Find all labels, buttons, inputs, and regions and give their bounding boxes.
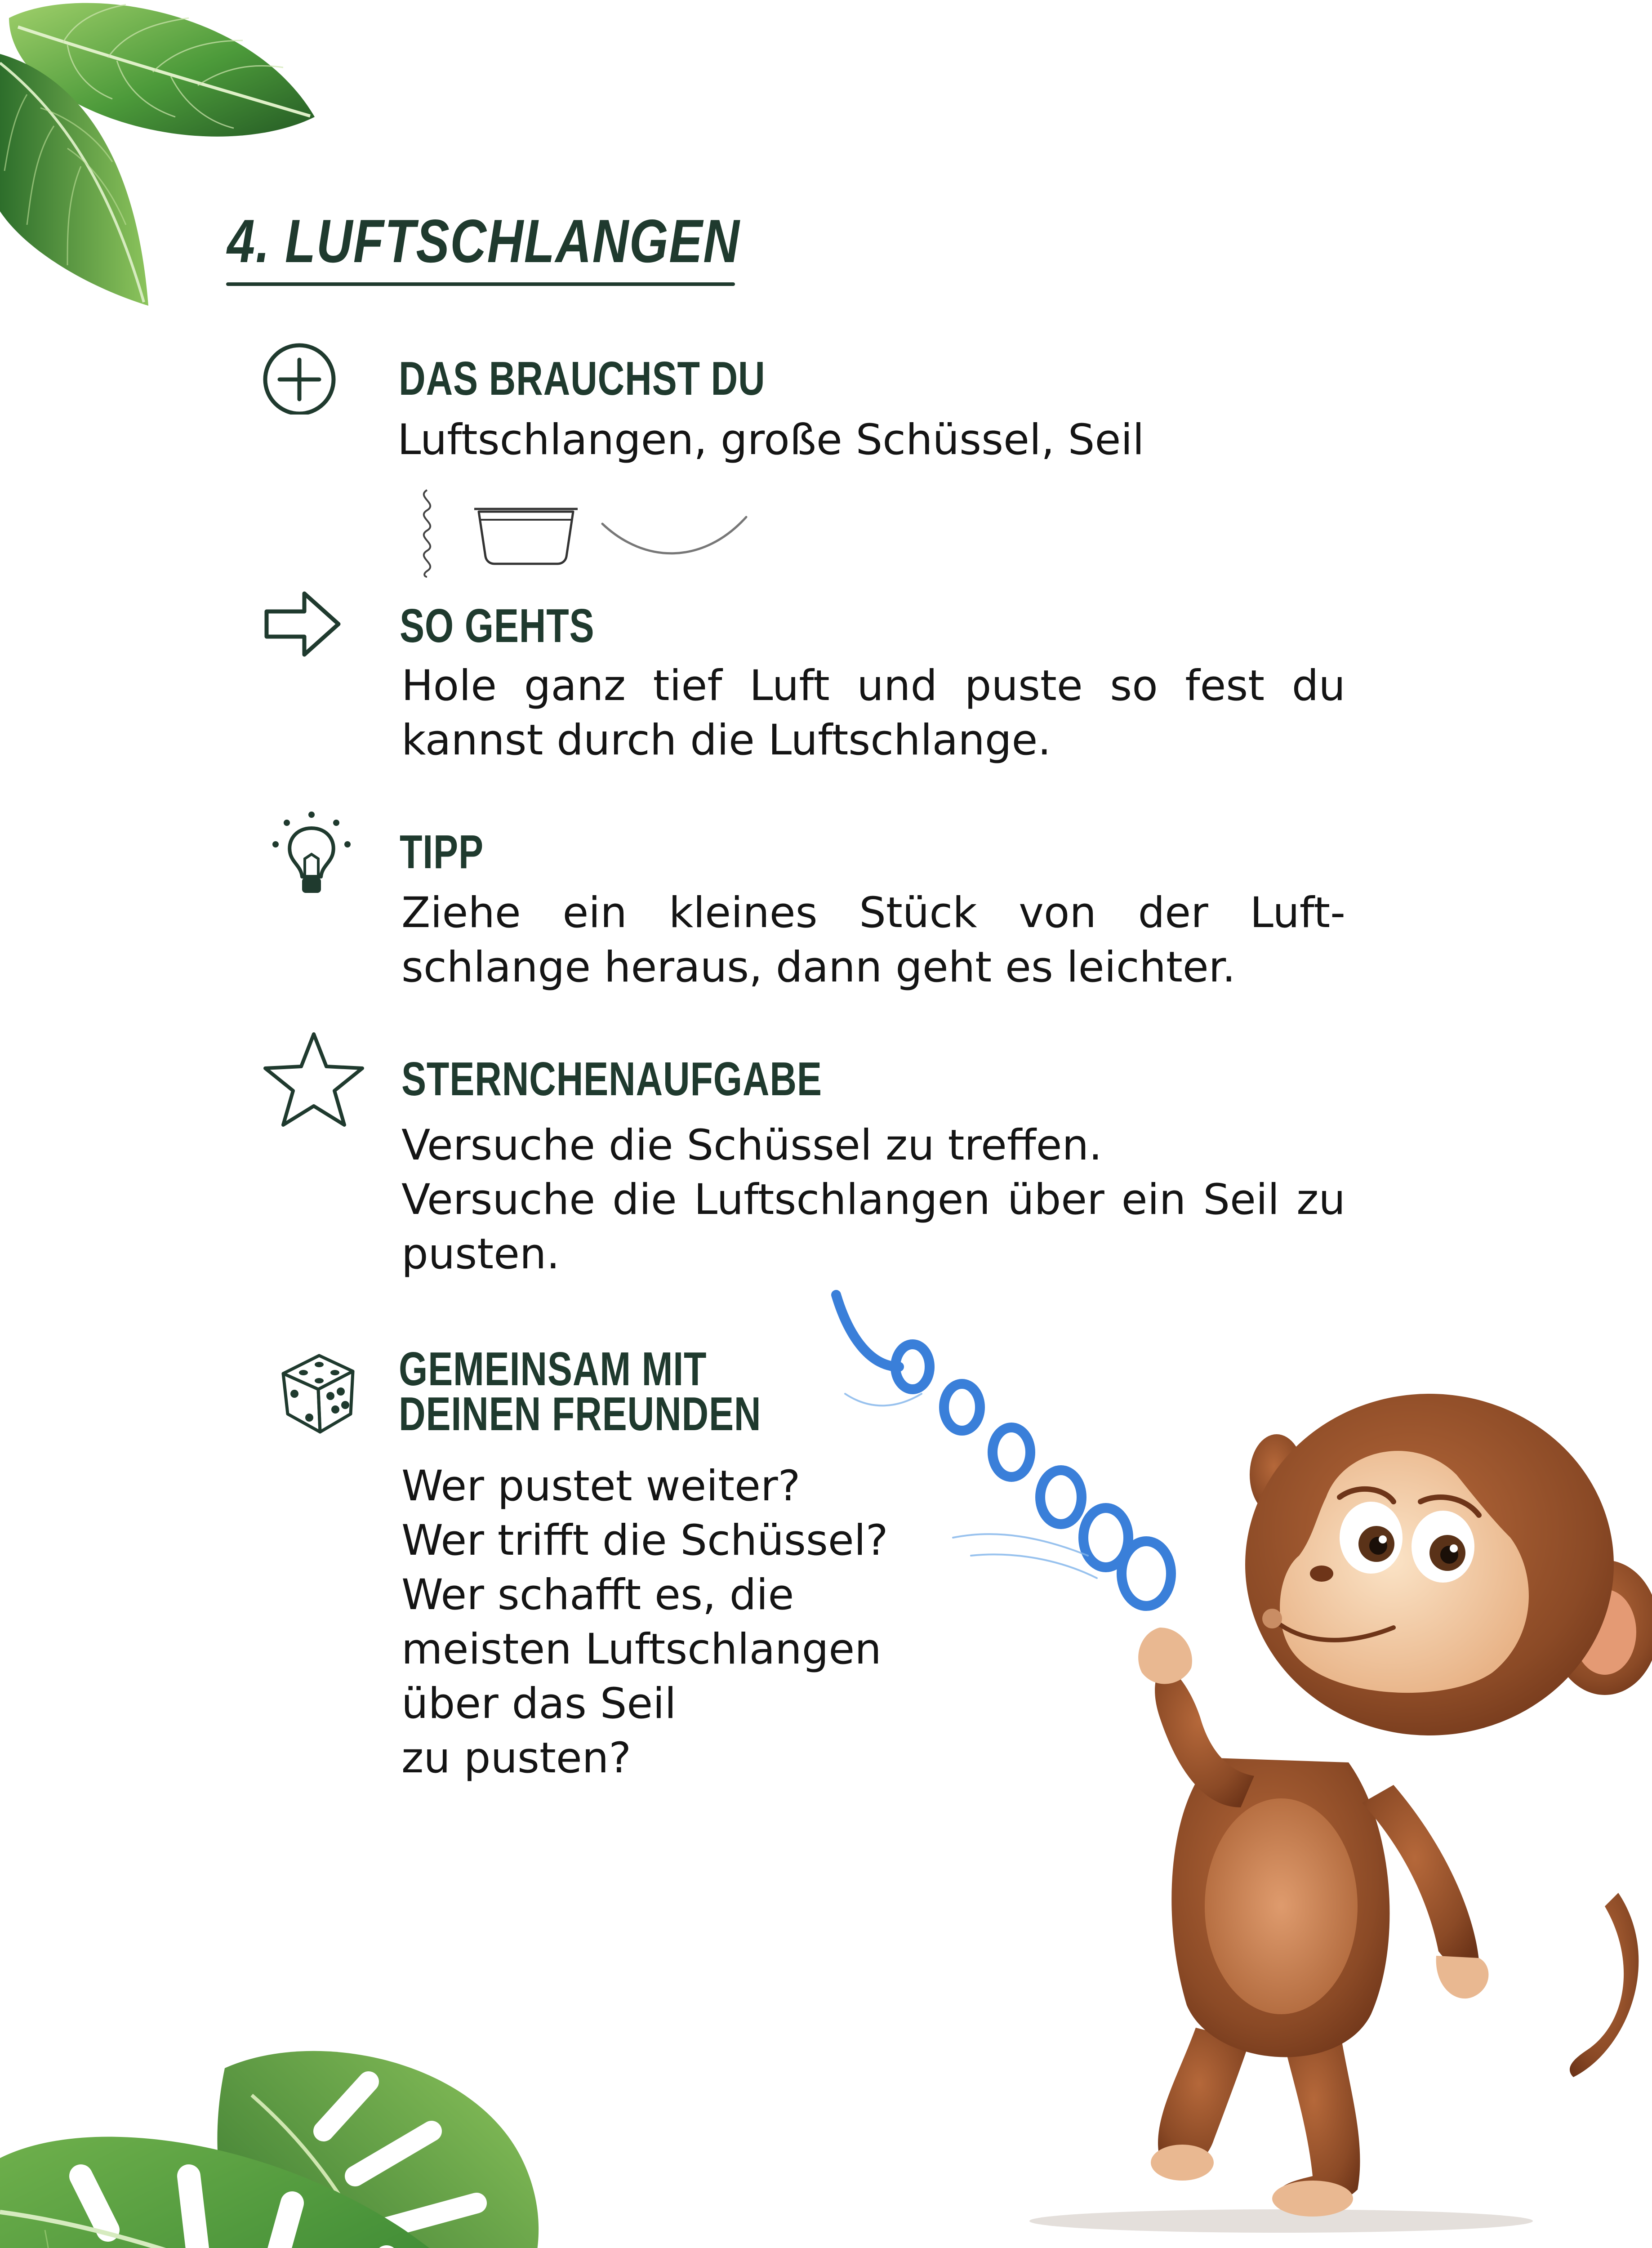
together-line-2: Wer trifft die Schüssel? — [401, 1516, 888, 1565]
plus-circle-icon — [260, 343, 339, 415]
arrow-right-icon — [263, 588, 344, 660]
how-to-text: Hole ganz tief Luft und puste so fest du kannst durch die Luftschlange. — [401, 661, 1345, 765]
tip-text: Ziehe ein kleines Stück von der Luft-schlange heraus, dann geht es leichter. — [401, 888, 1345, 992]
bottom-leaf-illustration — [0, 2041, 764, 2248]
together-heading-line-2: DEINEN FREUNDEN — [399, 1387, 761, 1441]
title-underline — [226, 282, 735, 286]
together-line-1: Wer pustet weiter? — [401, 1462, 801, 1511]
together-line-6: zu pusten? — [401, 1734, 632, 1783]
lightbulb-icon — [269, 809, 354, 899]
together-heading — [399, 1343, 761, 1441]
star-task-heading: STERNCHENAUFGABE — [401, 1053, 822, 1106]
star-icon — [260, 1030, 368, 1128]
streamer-icon — [414, 488, 441, 578]
materials-text: Luftschlangen, große Schüssel, Seil — [397, 415, 1144, 464]
page-title: 4. LUFTSCHLANGEN — [227, 207, 740, 275]
star-task-text — [401, 1118, 1345, 1281]
star-task-line-2: Versuche die Luftschlangen über ein Seil zu pusten. — [401, 1175, 1345, 1279]
bowl-icon — [474, 503, 578, 566]
star-task-line-1: Versuche die Schüssel zu treffen. — [401, 1121, 1102, 1170]
together-line-5: über das Seil — [401, 1679, 677, 1728]
together-line-4: meisten Luftschlangen — [401, 1625, 882, 1674]
how-to-heading: SO GEHTS — [400, 599, 595, 652]
monkey-illustration — [809, 1286, 1652, 2248]
rope-icon — [600, 510, 748, 564]
together-line-3: Wer schafft es, die — [401, 1570, 794, 1619]
materials-heading: DAS BRAUCHST DU — [399, 352, 766, 405]
together-heading-line-1: GEMEINSAM MIT — [399, 1343, 707, 1396]
dice-icon — [270, 1347, 360, 1436]
tip-heading: TIPP — [400, 825, 484, 879]
